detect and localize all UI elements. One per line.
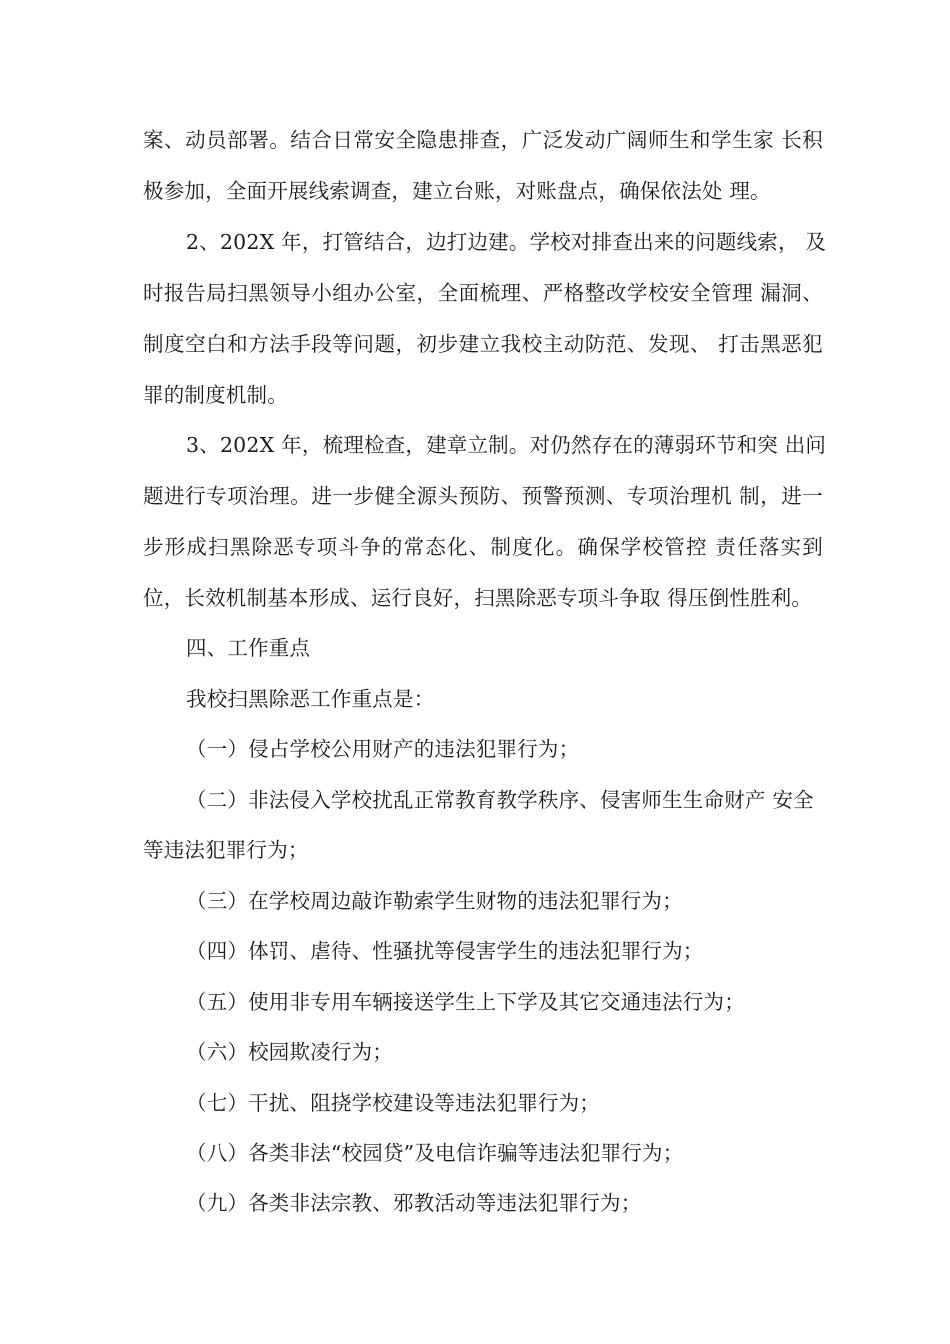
paragraph-line: 罪的制度机制。: [143, 383, 288, 407]
list-item: （三）在学校周边敲诈勒索学生财物的违法犯罪行为；: [186, 889, 683, 913]
paragraph-line: 极参加，全面开展线索调查，建立台账，对账盘点，确保依法处 理。: [143, 179, 771, 203]
list-item-continuation: 等违法犯罪行为；: [143, 838, 309, 862]
paragraph-line: 步形成扫黑除恶专项斗争的常态化、制度化。确保学校管控 责任落实到: [143, 535, 823, 559]
paragraph-line: 位，长效机制基本形成、运行良好，扫黑除恶专项斗争取 得压倒性胜利。: [143, 586, 813, 610]
paragraph-line: 我校扫黑除恶工作重点是：: [186, 687, 435, 711]
list-item: （七）干扰、阻挠学校建设等违法犯罪行为；: [186, 1091, 600, 1115]
list-item: （五）使用非专用车辆接送学生上下学及其它交通违法行为；: [186, 990, 745, 1014]
list-item: （一）侵占学校公用财产的违法犯罪行为；: [186, 737, 580, 761]
list-item: （四）体罚、虐待、性骚扰等侵害学生的违法犯罪行为；: [186, 939, 704, 963]
paragraph-line: 2、202X 年，打管结合，边打边建。学校对排查出来的问题线索， 及: [186, 230, 827, 254]
section-heading: 四、工作重点: [186, 636, 311, 660]
list-item: （九）各类非法宗教、邪教活动等违法犯罪行为；: [186, 1191, 642, 1215]
paragraph-line: 时报告局扫黑领导小组办公室，全面梳理、严格整改学校安全管理 漏洞、: [143, 281, 823, 305]
list-item: （二）非法侵入学校扰乱正常教育教学秩序、侵害师生生命财产 安全: [186, 788, 814, 812]
paragraph-line: 3、202X 年，梳理检查，建章立制。对仍然存在的薄弱环节和突 出问: [186, 433, 827, 457]
paragraph-line: 制度空白和方法手段等问题，初步建立我校主动防范、发现、 打击黑恶犯: [143, 332, 823, 356]
list-item: （八）各类非法“校园贷”及电信诈骗等违法犯罪行为；: [186, 1141, 684, 1165]
list-item: （六）校园欺凌行为；: [186, 1040, 393, 1064]
paragraph-line: 案、动员部署。结合日常安全隐患排查，广泛发动广阔师生和学生家 长积: [143, 128, 823, 152]
paragraph-line: 题进行专项治理。进一步健全源头预防、预警预测、专项治理机 制，进一: [143, 484, 823, 508]
